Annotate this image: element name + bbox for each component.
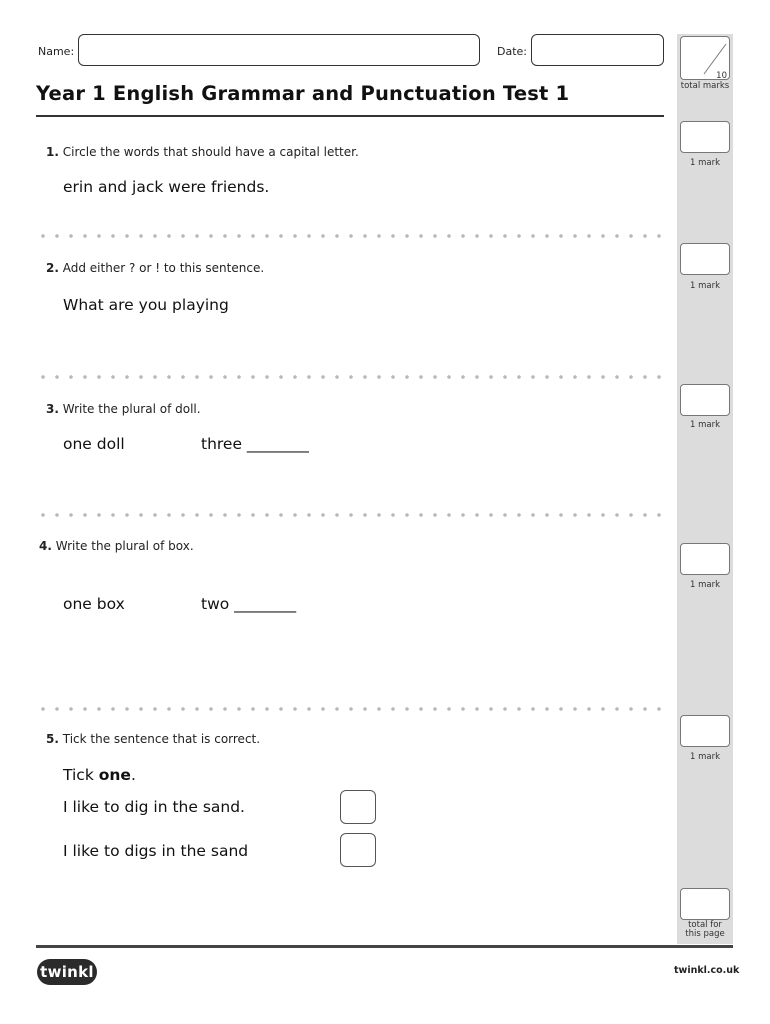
q5-instruction — [63, 766, 136, 784]
q2-mark-box[interactable] — [680, 243, 730, 275]
page-total-label-line1: total for — [688, 920, 722, 930]
total-marks-box[interactable] — [680, 36, 730, 80]
total-marks-label: total marks — [680, 81, 730, 91]
q1-sentence[interactable]: erin and jack were friends. — [63, 178, 270, 196]
q3-answer-line[interactable]: three ________ — [201, 435, 309, 453]
q4-number: 4. — [39, 539, 52, 553]
q3-divider — [36, 513, 666, 517]
q1-mark-label: 1 mark — [689, 158, 720, 168]
footer-divider — [36, 945, 733, 948]
page-total-label-line2: this page — [685, 929, 725, 939]
twinkl-logo: twinkl — [37, 959, 97, 985]
q2-prompt-text: Add either ? or ! to this sentence. — [62, 261, 265, 275]
q2-number: 2. — [46, 261, 59, 275]
total-marks-value: 10 — [716, 71, 727, 81]
page-total-label — [677, 921, 733, 939]
q4-mark-label: 1 mark — [689, 580, 720, 590]
q5-instruction-bold: one — [98, 766, 131, 784]
q4-answer-line[interactable]: two ________ — [201, 595, 297, 613]
q3-prompt — [46, 402, 201, 416]
date-field[interactable] — [531, 34, 664, 66]
q3-mark-label: 1 mark — [689, 420, 720, 430]
q3-number: 3. — [46, 402, 59, 416]
q5-mark-label: 1 mark — [689, 752, 720, 762]
page-total-box[interactable] — [680, 888, 730, 920]
q2-prompt — [46, 261, 264, 275]
q5-instruction-prefix: Tick — [63, 766, 99, 784]
q1-prompt-text: Circle the words that should have a capital letter. — [62, 145, 359, 159]
q2-mark-label: 1 mark — [689, 281, 720, 291]
q1-prompt — [46, 145, 359, 159]
page-title: Year 1 English Grammar and Punctuation Test 1 — [36, 82, 570, 105]
q2-sentence[interactable]: What are you playing — [63, 296, 229, 314]
q5-prompt-text: Tick the sentence that is correct. — [62, 732, 261, 746]
q4-prompt-text: Write the plural of box. — [55, 539, 194, 553]
q3-prompt-text: Write the plural of doll. — [62, 402, 201, 416]
title-divider — [36, 115, 664, 117]
q4-singular: one box — [63, 595, 125, 613]
q4-divider — [36, 707, 666, 711]
date-label: Date: — [497, 45, 527, 58]
q5-prompt — [46, 732, 260, 746]
q1-number: 1. — [46, 145, 59, 159]
q1-mark-box[interactable] — [680, 121, 730, 153]
q4-mark-box[interactable] — [680, 543, 730, 575]
name-field[interactable] — [78, 34, 480, 66]
q5-mark-box[interactable] — [680, 715, 730, 747]
q5-option-1-tickbox[interactable] — [340, 790, 376, 824]
q1-divider — [36, 234, 666, 238]
name-label: Name: — [38, 45, 75, 58]
site-url: twinkl.co.uk — [674, 965, 740, 976]
q2-divider — [36, 375, 666, 379]
q5-option-2-tickbox[interactable] — [340, 833, 376, 867]
q3-singular: one doll — [63, 435, 125, 453]
q3-mark-box[interactable] — [680, 384, 730, 416]
q5-number: 5. — [46, 732, 59, 746]
marking-column — [677, 34, 733, 944]
q5-option-2-text: I like to digs in the sand — [63, 842, 249, 860]
q5-instruction-suffix: . — [130, 766, 136, 784]
q5-option-1-text: I like to dig in the sand. — [63, 798, 245, 816]
q4-prompt — [39, 539, 194, 553]
